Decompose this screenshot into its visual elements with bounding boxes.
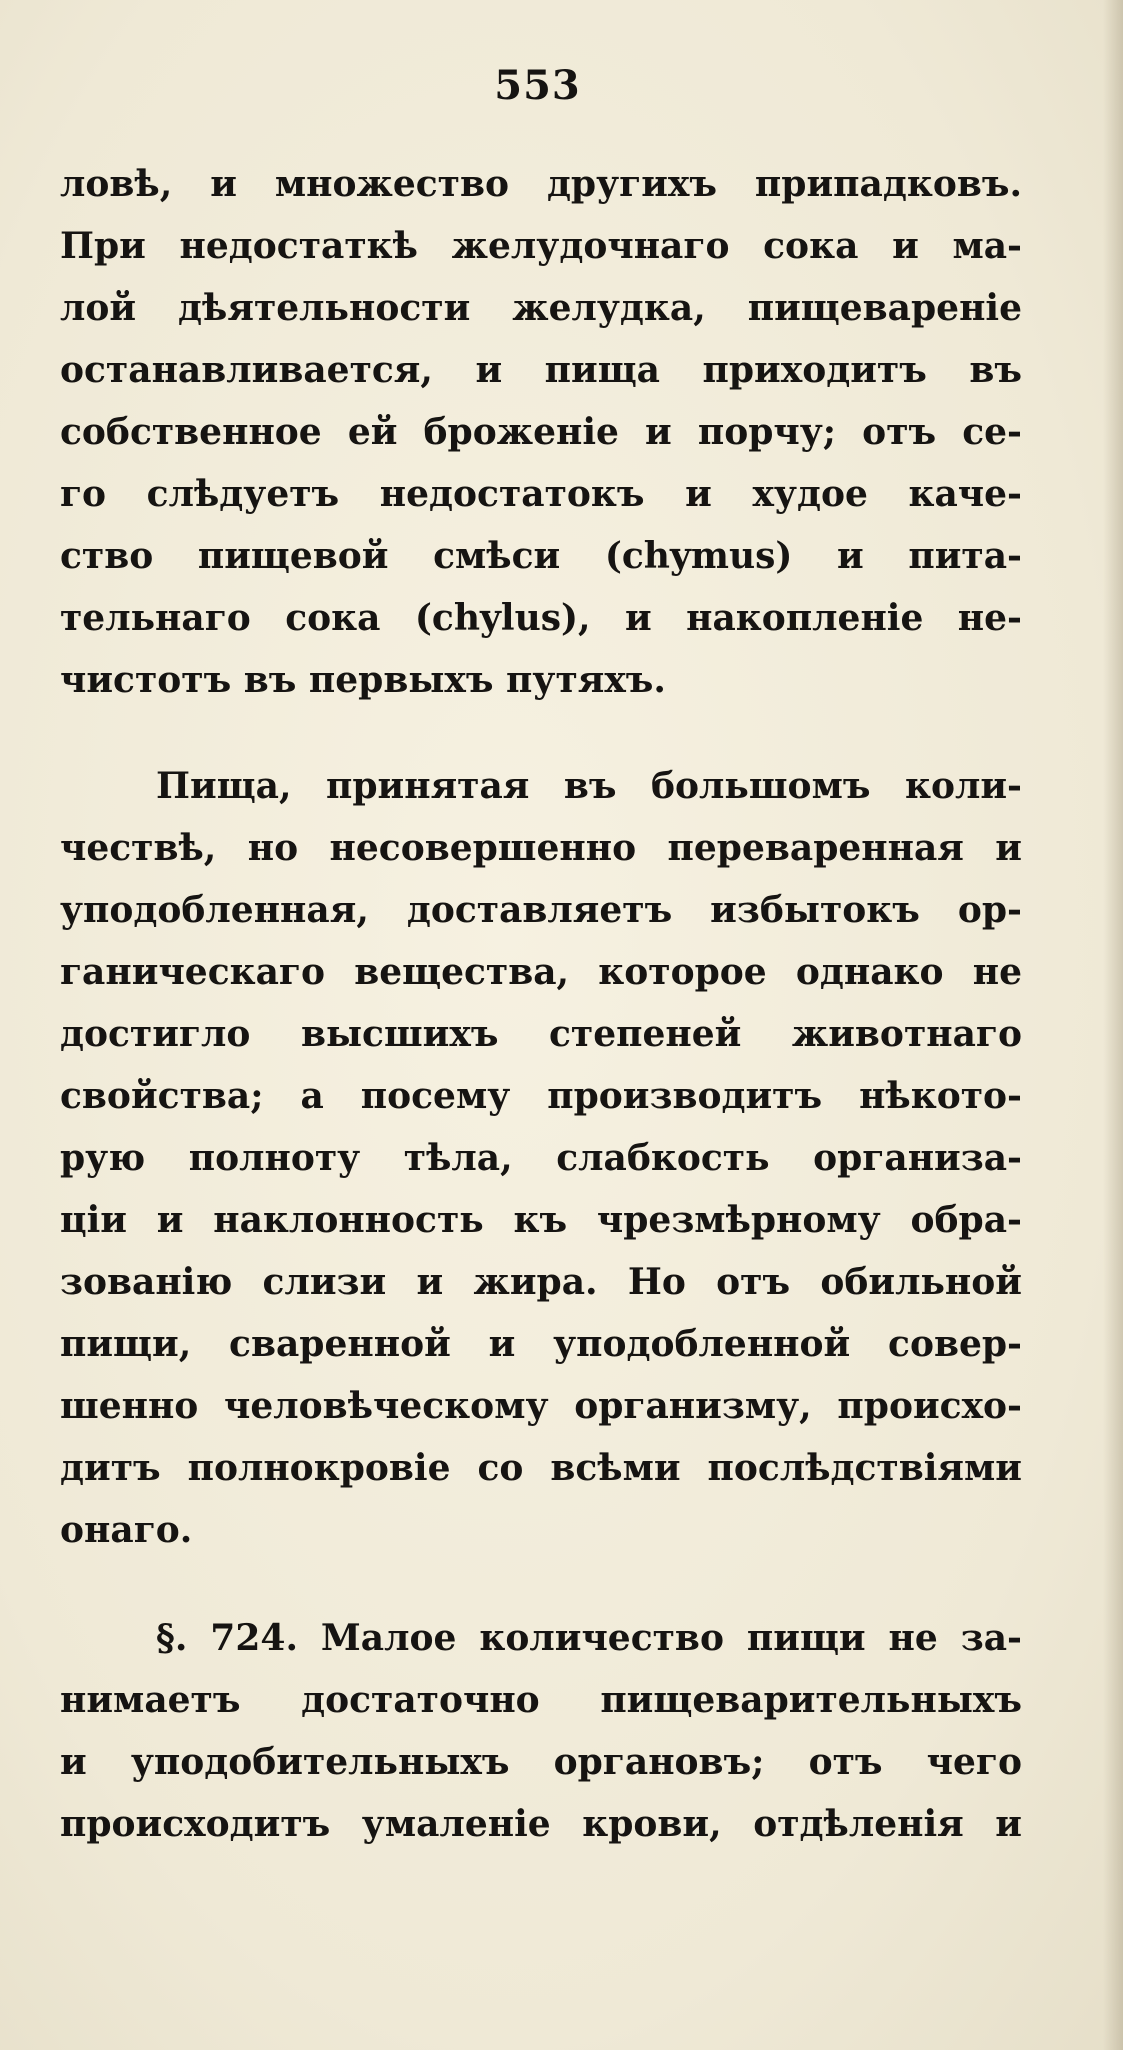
text-line: останавливается, и пища приходитъ въ: [60, 349, 1022, 391]
text-line: свойства; а посему производитъ нѣкото-: [60, 1075, 1022, 1117]
text-line: ціи и наклонность къ чрезмѣрному обра-: [60, 1199, 1022, 1241]
text-line: и уподобительныхъ органовъ; отъ чего: [60, 1741, 1022, 1783]
text-line: чистотъ въ первыхъ путяхъ.: [60, 659, 666, 701]
text-line: ганическаго вещества, которое однако не: [60, 951, 1022, 993]
text-line: зованію слизи и жира. Но отъ обильной: [60, 1261, 1022, 1303]
text-line: ловѣ, и множество другихъ припадковъ.: [60, 163, 1022, 205]
text-line: Пища, принятая въ большомъ коли-: [156, 765, 1022, 807]
page-number: 553: [494, 62, 581, 109]
text-line: рую полноту тѣла, слабкость организа-: [60, 1137, 1022, 1179]
text-line: дитъ полнокровіе со всѣми послѣдствіями: [60, 1447, 1022, 1489]
text-line: лой дѣятельности желудка, пищевареніе: [60, 287, 1022, 329]
text-line: достигло высшихъ степеней животнаго: [60, 1013, 1022, 1055]
text-line: нимаетъ достаточно пищеварительныхъ: [60, 1679, 1022, 1721]
text-line: ство пищевой смѣси (chymus) и пита-: [60, 535, 1022, 577]
text-line: собственное ей броженіе и порчу; отъ се-: [60, 411, 1022, 453]
text-line: §. 724. Малое количество пищи не за-: [156, 1617, 1022, 1659]
page-edge-shadow: [1103, 0, 1123, 2050]
text-line: пищи, сваренной и уподобленной совер-: [60, 1323, 1022, 1365]
text-line: онаго.: [60, 1509, 193, 1551]
text-line: При недостаткѣ желудочнаго сока и ма-: [60, 225, 1022, 267]
text-line: шенно человѣческому организму, происхо-: [60, 1385, 1022, 1427]
text-line: уподобленная, доставляетъ избытокъ ор-: [60, 889, 1022, 931]
text-line: чествѣ, но несовершенно переваренная и: [60, 827, 1022, 869]
text-line: происходитъ умаленіе крови, отдѣленія и: [60, 1803, 1022, 1845]
text-line: тельнаго сока (chylus), и накопленіе не-: [60, 597, 1022, 639]
text-line: го слѣдуетъ недостатокъ и худое каче-: [60, 473, 1022, 515]
